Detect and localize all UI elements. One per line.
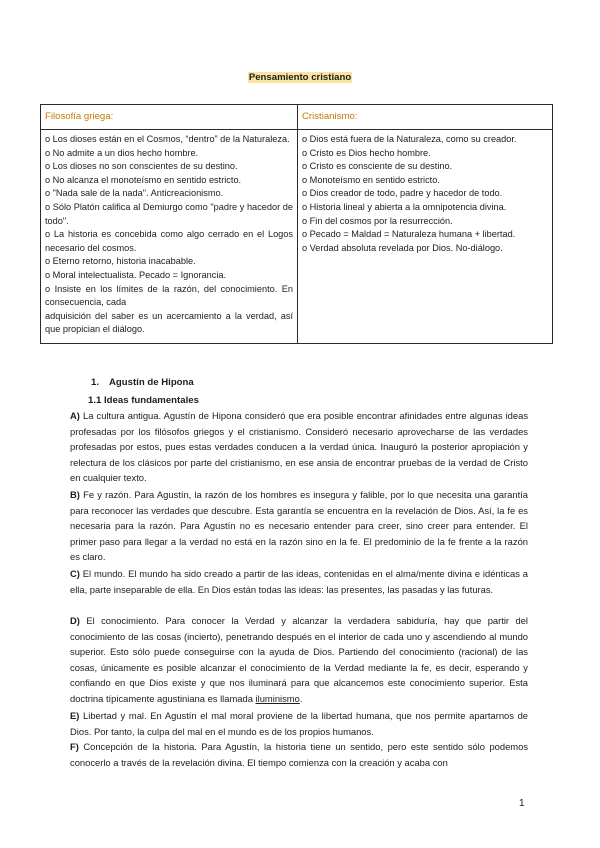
- section-heading: [88, 377, 558, 388]
- paragraph-b: [70, 487, 528, 565]
- paragraph-d: [70, 613, 528, 707]
- list-item: o Historia lineal y abierta a la omnipotencia divina.: [302, 201, 507, 212]
- list-item: o Cristo es Dios hecho hombre.: [302, 147, 431, 158]
- paragraph-text: Concepción de la historia. Para Agustín, la historia tiene un sentido, pero este sentido sólo podemos conocerlo a través de la revelación divina. El tiempo comienza con la creación y acaba con: [70, 741, 529, 768]
- list-item: o Verdad absoluta revelada por Dios. No-diálogo.: [302, 242, 503, 253]
- section-number: 1.: [91, 377, 100, 388]
- comparison-table: [40, 104, 553, 344]
- list-item: adquisición del saber es un acercamiento a la verdad, así que propician el diálogo.: [45, 310, 293, 335]
- paragraph-label: F): [70, 741, 79, 752]
- right-column-header: Cristianismo:: [298, 105, 553, 130]
- list-item: o Dios creador de todo, padre y hacedor de todo.: [302, 188, 503, 199]
- list-item: o "Nada sale de la nada". Anticreacionismo.: [45, 188, 224, 199]
- list-item: o Fin del cosmos por la resurrección.: [302, 215, 453, 226]
- list-item: o Pecado = Maldad = Naturaleza humana + libertad.: [302, 229, 516, 240]
- page-title: Pensamiento cristiano: [248, 72, 352, 83]
- list-item: o Eterno retorno, historia inacabable.: [45, 256, 196, 267]
- paragraph-e: [70, 708, 528, 739]
- paragraph-a: [70, 408, 528, 486]
- subsection-heading: 1.1 Ideas fundamentales: [88, 395, 199, 406]
- table-body-row: [41, 130, 553, 344]
- list-item: o Moral intelectualista. Pecado = Ignorancia.: [45, 269, 227, 280]
- paragraph-label: B): [70, 489, 80, 500]
- table-header-row: [41, 105, 553, 130]
- paragraph-text: El conocimiento. Para conocer la Verdad y alcanzar la verdadera sabiduría, hay que partir del conocimiento de las cosas (incierto), penetrando después en el interior de cada uno y ascendiendo al mundo superior. Esto sólo puede conseguirse con la ayuda de Dios. Partiendo del conocimiento (racional) de las cosas, únicamente es posible alcanzar el conocimiento de la Verdad mediante la fe, es decir, esperando y confiando en que Dios existe y que nos iluminará para que alcancemos este conocimiento superior. Esta doctrina típicamente agustiniana es llamada: [70, 615, 528, 704]
- paragraph-label: A): [70, 410, 80, 421]
- list-item: o Sólo Platón califica al Demiurgo como "padre y hacedor de todo".: [45, 201, 293, 226]
- paragraph-text: El mundo. El mundo ha sido creado a partir de las ideas, contenidas en el alma/mente divina e idénticas a ella, parte inseparable de ella. En Dios están todas las ideas: las presentes, las pasadas y las futuras.: [70, 568, 528, 595]
- page-number: 1: [519, 798, 525, 809]
- list-item: o La historia es concebida como algo cerrado en el Logos necesario del cosmos.: [45, 229, 293, 253]
- list-item: o Insiste en los límites de la razón, del conocimiento. En consecuencia, cada: [45, 283, 293, 308]
- paragraph-f: [70, 739, 528, 770]
- section-title: Agustín de Hipona: [109, 377, 194, 388]
- paragraph-c: [70, 566, 528, 597]
- left-column-cell: [41, 130, 298, 344]
- paragraph-label: D): [70, 615, 80, 626]
- paragraph-label: C): [70, 568, 80, 579]
- paragraph-text: La cultura antigua. Agustín de Hipona consideró que era posible encontrar afinidades entre algunas ideas profesadas por los filósofos griegos y el cristianismo. Consideró necesario aprovecharse de las verdades profesadas por estos, pues estas verdades conducen a la verdad única. Inauguró la posterior apropiación y relectura de los clásicos por parte del cristianismo, en ese ansia de encontrar pruebas de la verdad de Cristo en cualquier texto.: [70, 410, 529, 484]
- list-item: o Dios está fuera de la Naturaleza, como su creador.: [302, 134, 517, 144]
- paragraph-end: .: [299, 692, 303, 704]
- list-item: o No alcanza el monoteísmo en sentido estricto.: [45, 174, 242, 185]
- list-item: o Cristo es consciente de su destino.: [302, 161, 453, 172]
- list-item: o No admite a un dios hecho hombre.: [45, 147, 199, 158]
- paragraph-text: Fe y razón. Para Agustín, la razón de los hombres es insegura y falible, por lo que necesita una garantía para reconocer las verdades que descubre. Esta garantía se encuentra en la revelación de Dios. Así, la fe es necesaria para la razón. Para Agustín no es necesario entender para creer, sino creer para entender. El primer paso para llegar a la verdad no está en la razón sino en la fe. El predominio de la fe frente a la razón es claro.: [70, 489, 528, 563]
- right-column-cell: [298, 130, 553, 344]
- paragraph-label: E): [70, 710, 80, 721]
- list-item: o Los dioses no son conscientes de su destino.: [45, 161, 238, 172]
- left-column-header: Filosofía griega:: [41, 105, 298, 130]
- list-item: o Monoteísmo en sentido estricto.: [302, 174, 440, 185]
- iluminismo-term: iluminismo: [255, 692, 300, 704]
- list-item: o Los dioses están en el Cosmos, “dentro” de la Naturaleza.: [45, 134, 290, 144]
- paragraph-text: Libertad y mal. En Agustín el mal moral proviene de la libertad humana, que nos permite apartarnos de Dios. Por tanto, la culpa del mal en el mundo es de los propios humanos.: [70, 710, 529, 737]
